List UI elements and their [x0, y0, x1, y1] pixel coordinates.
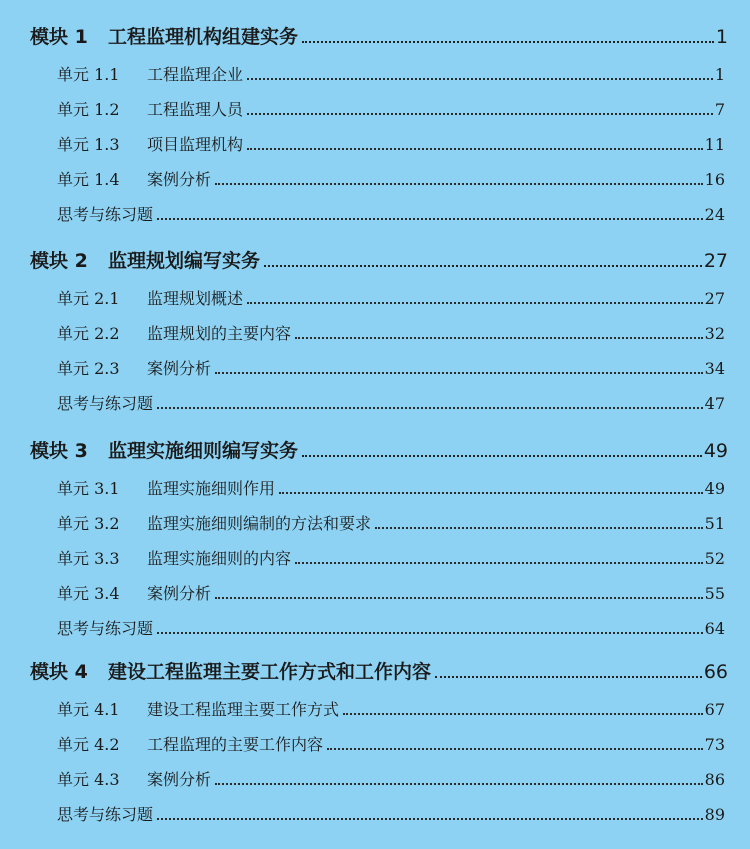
toc-unit-row[interactable] [57, 732, 725, 754]
unit-page-number: 86 [704, 770, 725, 789]
dot-leader [247, 302, 703, 304]
module-title: 建设工程监理主要工作方式和工作内容 [108, 661, 432, 683]
unit-label: 单元 3.2 [57, 514, 120, 533]
toc-module-row[interactable] [30, 657, 728, 683]
unit-label: 单元 2.1 [57, 289, 120, 308]
toc-unit-row[interactable] [57, 97, 725, 119]
toc-unit-row[interactable] [57, 132, 725, 154]
unit-title: 工程监理人员 [147, 100, 244, 119]
unit-page-number: 51 [704, 514, 725, 533]
unit-title: 监理实施细则作用 [147, 479, 276, 498]
unit-title: 建设工程监理主要工作方式 [147, 700, 340, 719]
toc-unit-row[interactable] [57, 286, 725, 308]
unit-title: 监理规划的主要内容 [147, 324, 292, 343]
unit-title: 项目监理机构 [147, 135, 244, 154]
module-title: 监理实施细则编写实务 [108, 440, 299, 462]
module-label: 模块 3 [30, 440, 88, 462]
toc-unit-row[interactable] [57, 767, 725, 789]
unit-title: 工程监理的主要工作内容 [147, 735, 324, 754]
unit-page-number: 16 [704, 170, 725, 189]
dot-leader [215, 783, 703, 785]
dot-leader [215, 183, 703, 185]
toc-unit-row[interactable] [57, 546, 725, 568]
dot-leader [295, 337, 703, 339]
unit-label: 单元 1.4 [57, 170, 120, 189]
dot-leader [343, 713, 703, 715]
module-page-number: 1 [715, 26, 728, 48]
toc-exercise-row[interactable] [57, 391, 725, 413]
unit-page-number: 27 [704, 289, 725, 308]
unit-title: 案例分析 [147, 584, 212, 603]
unit-title: 监理规划概述 [147, 289, 244, 308]
dot-leader [157, 818, 703, 820]
dot-leader [295, 562, 703, 564]
module-page-number: 66 [703, 661, 728, 683]
module-label: 模块 1 [30, 26, 88, 48]
dot-leader [157, 218, 703, 220]
dot-leader [247, 148, 703, 150]
unit-label: 单元 1.2 [57, 100, 120, 119]
toc-unit-row[interactable] [57, 321, 725, 343]
dot-leader [215, 372, 703, 374]
unit-title: 案例分析 [147, 359, 212, 378]
unit-title: 案例分析 [147, 170, 212, 189]
dot-leader [279, 492, 703, 494]
unit-title: 案例分析 [147, 770, 212, 789]
unit-label: 单元 3.4 [57, 584, 120, 603]
unit-page-number: 32 [704, 324, 725, 343]
unit-page-number: 47 [704, 394, 725, 413]
module-title: 工程监理机构组建实务 [108, 26, 299, 48]
toc-unit-row[interactable] [57, 62, 725, 84]
unit-label: 单元 2.2 [57, 324, 120, 343]
toc-exercise-row[interactable] [57, 616, 725, 638]
toc-unit-row[interactable] [57, 356, 725, 378]
exercise-title: 思考与练习题 [57, 394, 154, 413]
unit-page-number: 55 [704, 584, 725, 603]
dot-leader [435, 676, 702, 678]
toc-unit-row[interactable] [57, 581, 725, 603]
unit-page-number: 64 [704, 619, 725, 638]
exercise-title: 思考与练习题 [57, 619, 154, 638]
dot-leader [302, 455, 702, 457]
unit-page-number: 11 [704, 135, 725, 154]
unit-page-number: 67 [704, 700, 725, 719]
toc-unit-row[interactable] [57, 697, 725, 719]
unit-label: 单元 1.3 [57, 135, 120, 154]
toc-exercise-row[interactable] [57, 202, 725, 224]
unit-label: 单元 1.1 [57, 65, 120, 84]
unit-label: 单元 4.2 [57, 735, 120, 754]
toc-module-row[interactable] [30, 436, 728, 462]
unit-title: 监理实施细则的内容 [147, 549, 292, 568]
unit-label: 单元 2.3 [57, 359, 120, 378]
dot-leader [247, 113, 713, 115]
exercise-title: 思考与练习题 [57, 205, 154, 224]
dot-leader [247, 78, 713, 80]
unit-page-number: 1 [714, 65, 725, 84]
unit-page-number: 89 [704, 805, 725, 824]
unit-label: 单元 4.3 [57, 770, 120, 789]
module-title: 监理规划编写实务 [108, 250, 261, 272]
toc-unit-row[interactable] [57, 167, 725, 189]
dot-leader [157, 632, 703, 634]
unit-page-number: 34 [704, 359, 725, 378]
unit-label: 单元 4.1 [57, 700, 120, 719]
toc-module-row[interactable] [30, 246, 728, 272]
dot-leader [215, 597, 703, 599]
module-label: 模块 4 [30, 661, 88, 683]
unit-page-number: 7 [714, 100, 725, 119]
dot-leader [264, 265, 702, 267]
dot-leader [375, 527, 703, 529]
unit-page-number: 24 [704, 205, 725, 224]
dot-leader [157, 407, 703, 409]
module-label: 模块 2 [30, 250, 88, 272]
toc-unit-row[interactable] [57, 511, 725, 533]
exercise-title: 思考与练习题 [57, 805, 154, 824]
dot-leader [302, 41, 714, 43]
toc-exercise-row[interactable] [57, 802, 725, 824]
dot-leader [327, 748, 703, 750]
module-page-number: 27 [703, 250, 728, 272]
unit-page-number: 73 [704, 735, 725, 754]
toc-module-row[interactable] [30, 22, 728, 48]
module-page-number: 49 [703, 440, 728, 462]
unit-label: 单元 3.3 [57, 549, 120, 568]
unit-label: 单元 3.1 [57, 479, 120, 498]
unit-title: 工程监理企业 [147, 65, 244, 84]
toc-unit-row[interactable] [57, 476, 725, 498]
unit-title: 监理实施细则编制的方法和要求 [147, 514, 372, 533]
unit-page-number: 52 [704, 549, 725, 568]
unit-page-number: 49 [704, 479, 725, 498]
